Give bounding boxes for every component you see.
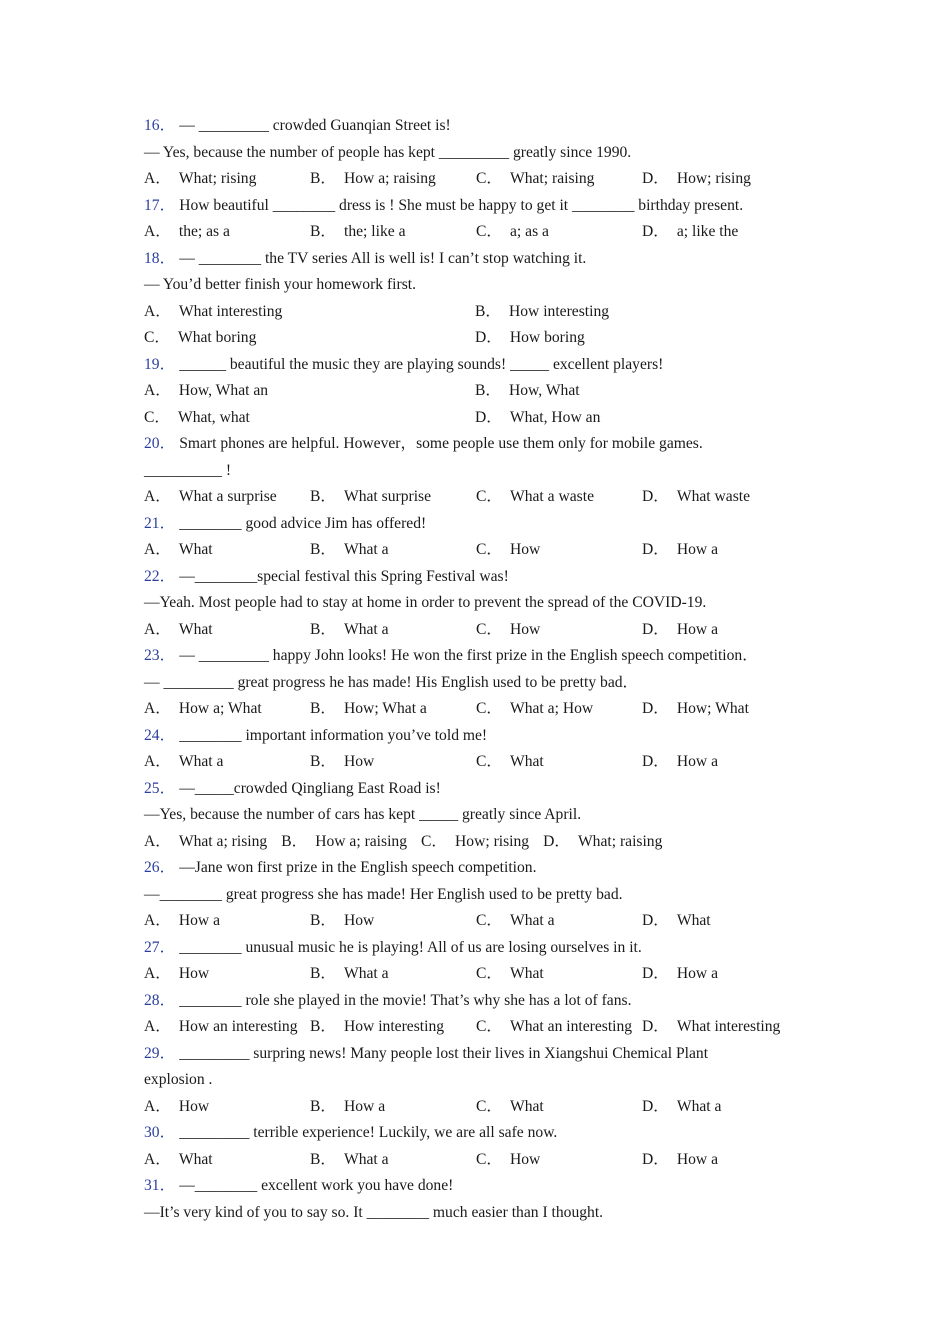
option-a[interactable]	[144, 1014, 310, 1041]
options-row	[144, 1094, 804, 1121]
option-letter: B．	[310, 753, 336, 770]
option-b[interactable]	[310, 961, 476, 988]
option-c[interactable]	[476, 219, 642, 246]
option-b[interactable]	[310, 219, 476, 246]
question-22	[144, 564, 804, 644]
question-23	[144, 643, 804, 723]
question-19	[144, 352, 804, 432]
option-d[interactable]	[642, 617, 808, 644]
option-letter: C．	[476, 965, 502, 982]
question-text: — You’d better finish your homework first.	[144, 276, 416, 293]
option-d[interactable]	[642, 484, 808, 511]
option-letter: A．	[144, 753, 171, 770]
question-stem	[144, 193, 804, 220]
option-text: How a; raising	[315, 832, 408, 850]
option-d[interactable]	[642, 166, 808, 193]
option-text: What	[510, 753, 544, 770]
option-letter: C．	[476, 753, 502, 770]
question-text: ________ unusual music he is playing! All of us are losing ourselves in it.	[179, 938, 642, 956]
question-17	[144, 193, 804, 246]
question-stem	[144, 352, 804, 379]
question-stem	[144, 643, 804, 670]
option-text: What a	[676, 1097, 722, 1115]
option-text: What	[676, 912, 711, 929]
question-29	[144, 1041, 804, 1121]
option-letter: C．	[144, 329, 170, 346]
option-text: What a; How	[510, 700, 594, 717]
option-letter: C．	[476, 1150, 502, 1168]
question-25	[144, 776, 804, 856]
option-letter: D．	[642, 700, 669, 717]
question-text: — Yes, because the number of people has kept _________ greatly since 1990.	[144, 143, 632, 161]
question-number: 22．	[144, 567, 176, 585]
option-text: What interesting	[676, 1018, 781, 1035]
question-text: __________ !	[144, 461, 232, 479]
option-c[interactable]	[144, 325, 475, 352]
question-text: —Jane won first prize in the English speech competition.	[179, 859, 537, 876]
options-row	[144, 829, 804, 856]
question-stem	[144, 723, 804, 750]
question-line	[144, 670, 804, 697]
option-a[interactable]	[144, 617, 310, 644]
option-letter: D．	[642, 488, 669, 505]
option-a[interactable]	[144, 908, 310, 935]
option-text: How a	[178, 912, 220, 929]
options-row	[144, 908, 804, 935]
option-letter: C．	[476, 912, 502, 929]
option-letter: B．	[310, 223, 336, 240]
question-stem	[144, 988, 804, 1015]
option-letter: C．	[144, 408, 170, 426]
option-letter: A．	[144, 1150, 171, 1168]
question-text: explosion .	[144, 1071, 213, 1088]
option-a[interactable]	[144, 219, 310, 246]
option-text: How	[178, 965, 210, 982]
option-text: What a	[510, 912, 555, 929]
question-text: — _________ happy John looks! He won the first prize in the English speech competition．	[179, 647, 758, 664]
option-d[interactable]	[642, 537, 808, 564]
question-text: —Yeah. Most people had to stay at home in order to prevent the spread of the COVID-19.	[144, 594, 707, 611]
option-b[interactable]	[310, 1094, 476, 1121]
option-letter: C．	[476, 620, 502, 638]
option-letter: A．	[144, 620, 171, 638]
option-letter: D．	[475, 329, 502, 346]
question-number: 28．	[144, 991, 176, 1009]
question-text: ________ role she played in the movie! That’s why she has a lot of fans.	[179, 991, 632, 1009]
option-text: What a; rising	[178, 832, 268, 850]
option-b[interactable]	[310, 617, 476, 644]
option-text: What surprise	[344, 488, 432, 505]
option-c[interactable]	[421, 833, 529, 850]
option-text: How; rising	[676, 170, 751, 187]
option-a[interactable]	[144, 378, 475, 405]
question-line	[144, 802, 804, 829]
option-letter: B．	[310, 1018, 336, 1035]
option-b[interactable]	[310, 908, 476, 935]
option-letter: D．	[475, 408, 502, 426]
option-letter: B．	[310, 700, 336, 717]
question-stem	[144, 1041, 804, 1068]
question-24	[144, 723, 804, 776]
question-28	[144, 988, 804, 1041]
option-text: How a	[676, 620, 718, 638]
question-text: —Yes, because the number of cars has kept _____ greatly since April.	[144, 806, 582, 823]
option-c[interactable]	[476, 617, 642, 644]
option-b[interactable]	[310, 166, 476, 193]
option-letter: D．	[642, 170, 669, 187]
option-text: How a	[676, 1150, 718, 1168]
option-d[interactable]	[475, 405, 806, 432]
option-letter: A．	[144, 541, 171, 558]
option-text: How a	[344, 1097, 386, 1115]
option-letter: B．	[310, 541, 336, 558]
option-letter: C．	[476, 1097, 502, 1115]
option-letter: D．	[642, 223, 669, 240]
option-text: How interesting	[344, 1018, 445, 1035]
option-a[interactable]	[144, 166, 310, 193]
option-text: What	[178, 1150, 213, 1168]
option-text: How	[510, 620, 541, 638]
question-text: ______ beautiful the music they are playing sounds! _____ excellent players!	[179, 355, 664, 373]
option-c[interactable]	[476, 166, 642, 193]
option-d[interactable]	[642, 749, 808, 776]
option-text: What	[510, 965, 544, 982]
option-c[interactable]	[476, 961, 642, 988]
option-letter: B．	[310, 1150, 336, 1168]
option-letter: A．	[144, 302, 171, 320]
option-d[interactable]	[475, 325, 806, 352]
option-letter: A．	[144, 223, 171, 240]
option-text: How, What	[509, 382, 580, 399]
option-a[interactable]	[144, 1094, 310, 1121]
question-number: 25．	[144, 779, 176, 797]
option-text: How a; raising	[344, 170, 436, 187]
option-letter: C．	[476, 488, 502, 505]
option-text: How	[344, 912, 375, 929]
question-18	[144, 246, 804, 352]
option-text: What, what	[178, 408, 250, 426]
option-text: What a waste	[510, 488, 594, 505]
options-row	[144, 961, 804, 988]
question-text: — _________ crowded Guanqian Street is!	[179, 117, 451, 134]
option-letter: B．	[310, 912, 336, 929]
option-letter: A．	[144, 965, 171, 982]
question-stem	[144, 511, 804, 538]
question-number: 20．	[144, 435, 176, 452]
option-letter: B．	[310, 1097, 336, 1115]
option-letter: D．	[642, 753, 669, 770]
question-number: 21．	[144, 514, 176, 532]
question-text: —________special festival this Spring Festival was!	[179, 567, 509, 585]
option-c[interactable]	[476, 1014, 642, 1041]
option-text: What an interesting	[510, 1018, 633, 1035]
options-row	[144, 299, 804, 326]
options-row	[144, 696, 804, 723]
option-letter: A．	[144, 1018, 171, 1035]
question-text: —It’s very kind of you to say so. It ________ much easier than I thought.	[144, 1203, 604, 1221]
option-letter: C．	[476, 541, 502, 558]
option-text: How	[344, 753, 375, 770]
option-text: How	[178, 1097, 210, 1115]
option-text: What a surprise	[178, 488, 277, 505]
option-b[interactable]	[310, 749, 476, 776]
option-letter: D．	[642, 1018, 669, 1035]
options-row	[144, 1147, 804, 1174]
option-a[interactable]	[144, 299, 475, 326]
option-text: How; What a	[344, 700, 427, 717]
option-text: How a	[676, 541, 718, 558]
option-letter: B．	[475, 302, 501, 320]
option-letter: C．	[476, 700, 502, 717]
option-text: What; raising	[577, 832, 663, 850]
question-21	[144, 511, 804, 564]
question-number: 29．	[144, 1044, 176, 1062]
option-text: How	[510, 1150, 541, 1168]
option-c[interactable]	[476, 1147, 642, 1174]
option-a[interactable]	[144, 537, 310, 564]
option-letter: B．	[310, 488, 336, 505]
question-stem	[144, 855, 804, 882]
question-number: 23．	[144, 647, 176, 664]
options-row	[144, 537, 804, 564]
option-text: What boring	[178, 329, 257, 346]
option-text: the; as a	[178, 223, 230, 240]
option-a[interactable]	[144, 961, 310, 988]
question-text: How beautiful ________ dress is ! She must be happy to get it ________ birthday present.	[179, 196, 744, 214]
question-stem	[144, 113, 804, 140]
option-d[interactable]	[642, 961, 808, 988]
question-line	[144, 272, 804, 299]
option-d[interactable]	[642, 696, 808, 723]
option-letter: A．	[144, 912, 171, 929]
option-letter: B．	[281, 832, 308, 850]
exercise-page	[144, 113, 804, 1226]
option-letter: D．	[543, 832, 570, 850]
option-text: What a	[344, 541, 389, 558]
options-row	[144, 378, 804, 405]
question-stem	[144, 1120, 804, 1147]
options-row	[144, 484, 804, 511]
option-letter: D．	[642, 541, 669, 558]
option-letter: A．	[144, 832, 171, 850]
option-b[interactable]	[310, 1014, 476, 1041]
option-letter: B．	[310, 965, 336, 982]
question-stem	[144, 776, 804, 803]
question-30	[144, 1120, 804, 1173]
options-row	[144, 749, 804, 776]
option-text: What a	[178, 753, 224, 770]
question-16	[144, 113, 804, 193]
question-stem	[144, 935, 804, 962]
option-a[interactable]	[144, 1147, 310, 1174]
option-text: How a	[676, 753, 718, 770]
question-stem	[144, 246, 804, 273]
options-row	[144, 617, 804, 644]
question-text: —________ great progress she has made! Her English used to be pretty bad.	[144, 885, 623, 903]
question-number: 18．	[144, 249, 176, 267]
option-text: How; What	[676, 700, 749, 717]
question-text: —_____crowded Qingliang East Road is!	[179, 779, 441, 797]
option-letter: A．	[144, 1097, 171, 1115]
option-d[interactable]	[642, 908, 808, 935]
option-d[interactable]	[642, 1014, 808, 1041]
option-b[interactable]	[310, 484, 476, 511]
question-number: 31．	[144, 1177, 176, 1194]
option-a[interactable]	[144, 696, 310, 723]
question-number: 19．	[144, 355, 176, 373]
option-text: What; rising	[178, 170, 257, 187]
option-text: a; like the	[676, 223, 739, 240]
question-text: — ________ the TV series All is well is! I can’t stop watching it.	[179, 249, 587, 267]
option-text: How	[510, 541, 541, 558]
option-text: What a	[344, 620, 389, 638]
option-letter: C．	[476, 223, 502, 240]
option-text: What	[178, 541, 213, 558]
options-row	[144, 1014, 804, 1041]
question-line	[144, 140, 804, 167]
option-letter: A．	[144, 488, 171, 505]
option-letter: B．	[310, 170, 336, 187]
option-c[interactable]	[476, 749, 642, 776]
option-letter: D．	[642, 1150, 669, 1168]
option-text: How interesting	[509, 302, 610, 320]
question-20	[144, 431, 804, 511]
option-text: How boring	[509, 329, 585, 346]
question-text: _________ surpring news! Many people lost their lives in Xiangshui Chemical Plant	[179, 1044, 709, 1062]
question-stem	[144, 1173, 804, 1200]
option-d[interactable]	[642, 219, 808, 246]
question-number: 27．	[144, 938, 176, 956]
option-letter: B．	[475, 382, 501, 399]
question-number: 30．	[144, 1124, 176, 1141]
question-number: 16．	[144, 117, 176, 134]
question-line	[144, 882, 804, 909]
question-26	[144, 855, 804, 935]
option-text: What a	[344, 965, 389, 982]
option-c[interactable]	[476, 696, 642, 723]
option-letter: C．	[421, 832, 448, 850]
options-row	[144, 166, 804, 193]
option-c[interactable]	[476, 484, 642, 511]
option-text: What a	[344, 1150, 389, 1168]
question-line	[144, 590, 804, 617]
question-27	[144, 935, 804, 988]
option-b[interactable]	[281, 833, 407, 850]
option-text: How a	[676, 965, 718, 982]
question-stem	[144, 564, 804, 591]
option-letter: A．	[144, 382, 171, 399]
option-letter: A．	[144, 700, 171, 717]
option-b[interactable]	[475, 378, 806, 405]
question-line	[144, 1200, 804, 1227]
option-text: the; like a	[344, 223, 406, 240]
option-d[interactable]	[642, 1094, 808, 1121]
option-letter: D．	[642, 965, 669, 982]
option-a[interactable]	[144, 749, 310, 776]
option-letter: B．	[310, 620, 336, 638]
option-letter: D．	[642, 620, 669, 638]
option-text: What	[178, 620, 213, 638]
question-text: _________ terrible experience! Luckily, we are all safe now.	[179, 1124, 558, 1141]
option-letter: A．	[144, 170, 171, 187]
options-row	[144, 325, 804, 352]
question-text: — _________ great progress he has made! His English used to be pretty bad．	[144, 673, 639, 691]
options-row	[144, 219, 804, 246]
option-a[interactable]	[144, 833, 267, 850]
question-stem	[144, 431, 804, 458]
option-letter: C．	[476, 170, 502, 187]
option-c[interactable]	[476, 537, 642, 564]
option-b[interactable]	[475, 299, 806, 326]
option-text: What, How an	[509, 408, 601, 426]
option-c[interactable]	[476, 908, 642, 935]
options-row	[144, 405, 804, 432]
question-number: 17．	[144, 196, 176, 214]
question-line	[144, 458, 804, 485]
option-b[interactable]	[310, 696, 476, 723]
option-b[interactable]	[310, 537, 476, 564]
question-number: 26．	[144, 859, 176, 876]
option-letter: C．	[476, 1018, 502, 1035]
option-text: How, What an	[178, 382, 269, 399]
question-line	[144, 1067, 804, 1094]
option-a[interactable]	[144, 484, 310, 511]
option-d[interactable]	[543, 833, 662, 850]
option-text: How a; What	[178, 700, 262, 717]
option-text: How an interesting	[178, 1018, 298, 1035]
question-text: ________ good advice Jim has offered!	[179, 514, 427, 532]
option-text: What waste	[676, 488, 751, 505]
option-text: a; as a	[510, 223, 549, 240]
option-text: What interesting	[178, 302, 283, 320]
question-31	[144, 1173, 804, 1226]
option-letter: D．	[642, 1097, 669, 1115]
option-text: What	[510, 1097, 544, 1115]
question-text: —________ excellent work you have done!	[179, 1177, 454, 1194]
option-text: What; raising	[510, 170, 595, 187]
option-letter: D．	[642, 912, 669, 929]
question-text: ________ important information you’ve told me!	[179, 726, 488, 744]
option-b[interactable]	[310, 1147, 476, 1174]
question-number: 24．	[144, 726, 176, 744]
option-c[interactable]	[144, 405, 475, 432]
option-c[interactable]	[476, 1094, 642, 1121]
option-text: How; rising	[455, 832, 530, 850]
option-d[interactable]	[642, 1147, 808, 1174]
question-text: Smart phones are helpful. However，some people use them only for mobile games.	[179, 435, 703, 452]
